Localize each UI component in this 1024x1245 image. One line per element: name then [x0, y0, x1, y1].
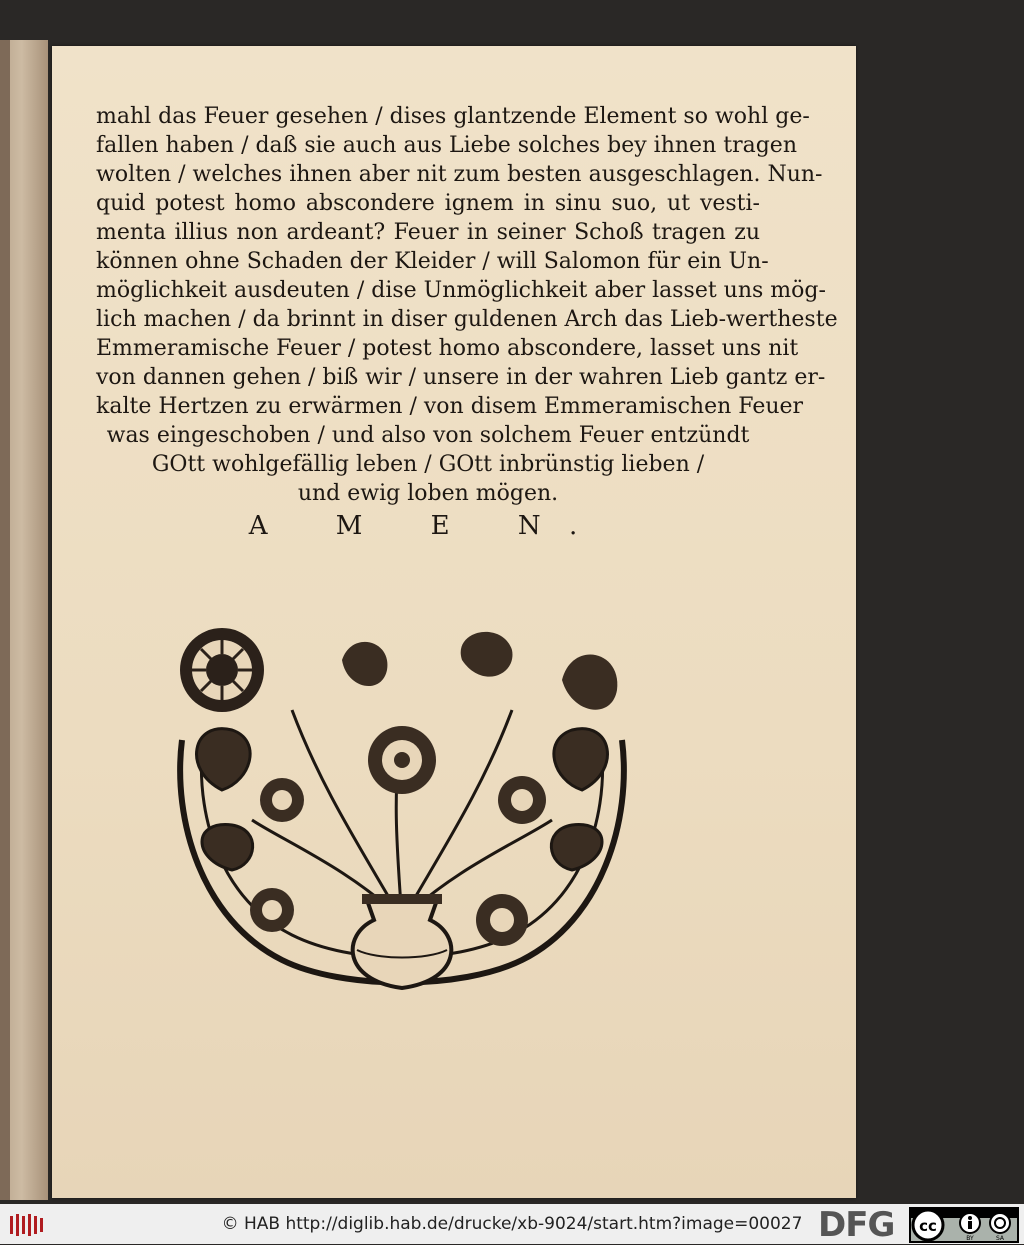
text-line: mahl das Feuer gesehen / dises glantzende Element so wohl ge- — [96, 104, 810, 129]
closing-line: und ewig loben mögen. — [297, 481, 559, 506]
amen-line: A M E N. — [248, 511, 608, 541]
floral-vase-vignette — [162, 620, 642, 1010]
text-line: möglichkeit ausdeuten / dise Unmöglichkeit aber lasset uns mög- — [96, 278, 826, 303]
central-flower-icon — [368, 726, 436, 794]
book-page — [52, 46, 856, 1198]
adjacent-page-edge — [0, 40, 48, 1200]
svg-text:SA: SA — [995, 1235, 1005, 1242]
svg-text:cc: cc — [919, 1217, 937, 1235]
text-line: wolten / welches ihnen aber nit zum besten ausgeschlagen. Nun- — [96, 162, 823, 187]
text-line: können ohne Schaden der Kleider / will Salomon für ein Un- — [96, 249, 769, 274]
text-line: menta illius non ardeant? Feuer in seiner Schoß tragen zu — [96, 220, 760, 245]
vase-icon — [353, 894, 452, 988]
text-line: Emmeramische Feuer / potest homo abscondere, lasset uns nit — [96, 336, 799, 361]
source-link[interactable]: © HAB http://diglib.hab.de/drucke/xb-9024/start.htm?image=00027 — [221, 1214, 803, 1234]
text-line: lich machen / da brinnt in diser guldenen Arch das Lieb-wertheste — [96, 307, 838, 332]
tulip-icon — [461, 632, 513, 677]
dfg-logo[interactable]: DFG — [818, 1205, 895, 1245]
closing-line: GOtt wohlgefällig leben / GOtt inbrünstig lieben / — [151, 452, 705, 477]
page-text — [96, 102, 838, 541]
page-binding-strip — [0, 40, 10, 1200]
svg-text:BY: BY — [966, 1235, 974, 1242]
viewer-footer — [0, 1204, 1024, 1244]
closing-line: was eingeschoben / und also von solchem Feuer entzündt — [106, 423, 750, 448]
text-line: kalte Hertzen zu erwärmen / von disem Emmeramischen Feuer — [96, 394, 804, 419]
text-line: quid potest homo abscondere ignem in sinu suo, ut vesti- — [96, 191, 760, 216]
text-line: von dannen gehen / biß wir / unsere in der wahren Lieb gantz er- — [96, 365, 826, 390]
tulip-icon — [562, 655, 617, 710]
text-line: fallen haben / daß sie auch aus Liebe solches bey ihnen tragen — [96, 133, 797, 158]
cc-by-sa-icon[interactable] — [910, 1208, 1018, 1242]
sunflower-icon — [180, 628, 264, 712]
lily-icon — [342, 642, 387, 686]
